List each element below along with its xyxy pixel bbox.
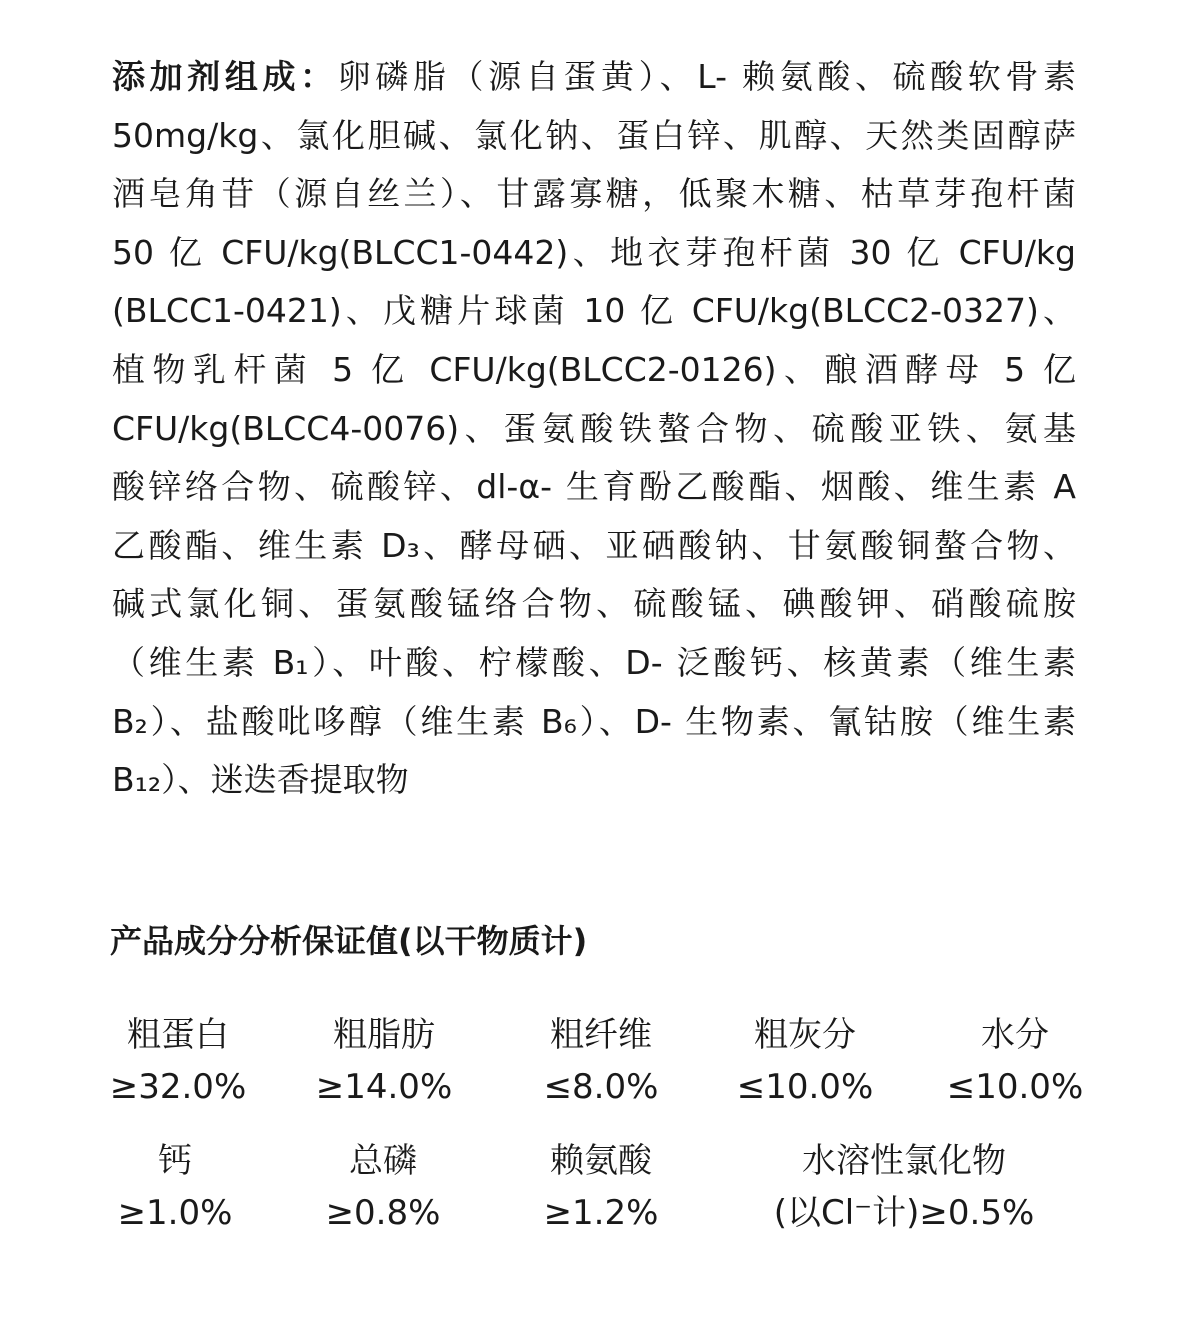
additive-line-7: CFU/kg(BLCC4-0076)、蛋氨酸铁螯合物、硫酸亚铁、氨基 [112, 408, 1076, 448]
nutrient-name: 赖氨酸 [550, 1141, 652, 1181]
nutrient-name: 总磷 [349, 1141, 417, 1181]
additive-composition [112, 48, 1076, 810]
additive-text-1: 卵磷脂（源自蛋黄）、L- 赖氨酸、硫酸软骨素 [337, 57, 1077, 96]
additive-line-6: 植物乳杆菌 5 亿 CFU/kg(BLCC2-0126)、酿酒酵母 5 亿 [112, 349, 1076, 389]
guaranteed-analysis-title: 产品成分分析保证值(以干物质计) [110, 922, 588, 960]
nutrient-moisture [932, 1012, 1098, 1110]
nutrient-value: ≤10.0% [946, 1067, 1084, 1107]
nutrient-value: (以Cl⁻计)≥0.5% [773, 1193, 1035, 1233]
additive-line-12: B₂）、盐酸吡哆醇（维生素 B₆）、D- 生物素、氰钴胺（维生素 [112, 701, 1076, 741]
nutrient-name: 水分 [981, 1015, 1049, 1055]
nutrient-value: ≥32.0% [109, 1067, 247, 1107]
additive-line-8: 酸锌络合物、硫酸锌、dl-α- 生育酚乙酸酯、烟酸、维生素 A [112, 467, 1076, 507]
additive-line-9: 乙酸酯、维生素 D₃、酵母硒、亚硒酸钠、甘氨酸铜螯合物、 [112, 525, 1076, 565]
additive-line-3: 酒皂角苷（源自丝兰）、甘露寡糖，低聚木糖、枯草芽孢杆菌 [112, 174, 1076, 214]
nutrient-name: 粗脂肪 [333, 1015, 435, 1055]
additive-line-10: 碱式氯化铜、蛋氨酸锰络合物、硫酸锰、碘酸钾、硝酸硫胺 [112, 584, 1076, 624]
additive-line-2: 50mg/kg、氯化胆碱、氯化钠、蛋白锌、肌醇、天然类固醇萨 [112, 115, 1076, 155]
nutrient-total-phosphorus [308, 1138, 458, 1236]
additive-line-1 [112, 48, 1076, 107]
nutrient-crude-protein [98, 1012, 258, 1110]
nutrient-name: 水溶性氯化物 [802, 1141, 1006, 1181]
additive-line-4: 50 亿 CFU/kg(BLCC1-0442)、地衣芽孢杆菌 30 亿 CFU/kg [112, 232, 1076, 272]
nutrient-name: 粗灰分 [754, 1015, 856, 1055]
nutrient-value: ≥0.8% [325, 1193, 441, 1233]
nutrient-crude-fiber [526, 1012, 676, 1110]
additive-label: 添加剂组成： [112, 57, 338, 96]
nutrient-lysine [526, 1138, 676, 1236]
additive-line-5: (BLCC1-0421)、戊糖片球菌 10 亿 CFU/kg(BLCC2-0327)、 [112, 291, 1076, 331]
nutrient-water-soluble-chloride [746, 1138, 1062, 1236]
additive-line-13: B₁₂）、迷迭香提取物 [112, 760, 409, 800]
nutrient-value: ≤8.0% [543, 1067, 659, 1107]
nutrient-value: ≥1.0% [117, 1193, 233, 1233]
nutrient-value: ≤10.0% [736, 1067, 874, 1107]
nutrient-value: ≥1.2% [543, 1193, 659, 1233]
nutrient-calcium [100, 1138, 250, 1236]
nutrient-crude-ash [722, 1012, 888, 1110]
nutrient-value: ≥14.0% [315, 1067, 453, 1107]
nutrient-name: 钙 [158, 1141, 192, 1181]
nutrient-name: 粗纤维 [550, 1015, 652, 1055]
nutrient-name: 粗蛋白 [127, 1015, 229, 1055]
additive-line-11: （维生素 B₁）、叶酸、柠檬酸、D- 泛酸钙、核黄素（维生素 [112, 642, 1076, 682]
nutrient-crude-fat [304, 1012, 464, 1110]
